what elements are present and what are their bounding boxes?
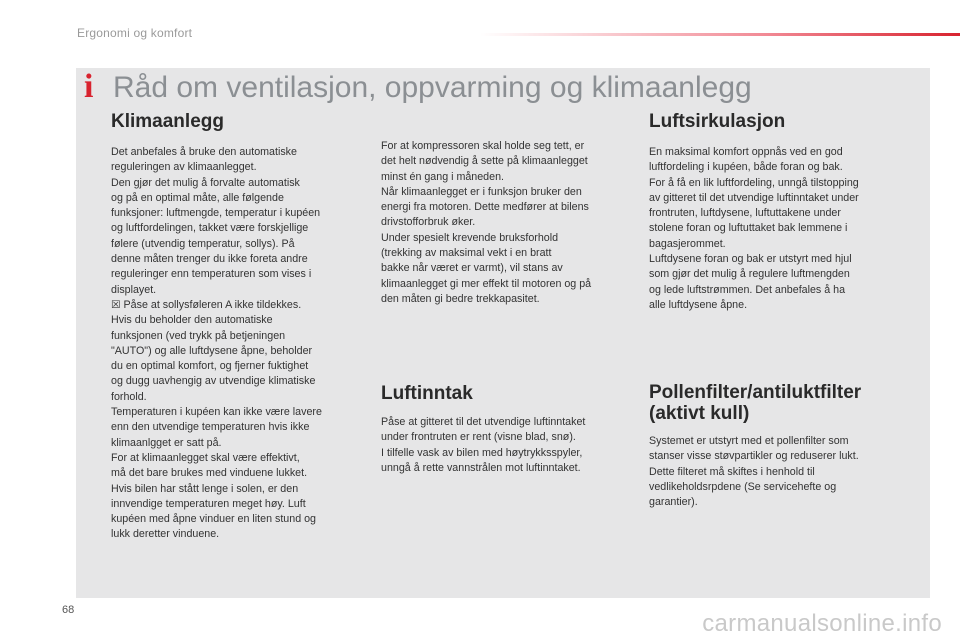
heading-klimaanlegg: Klimaanlegg xyxy=(111,111,224,132)
section-pollenfilter xyxy=(649,382,899,510)
text-luftsirkulasjon: En maksimal komfort oppnås ved en god luftfordeling i kupéen, både foran og bak. For å få en lik luftfordeling, unngå tilstopping av gitteret til det utvendige luftinntaket under frontruten, luftdysene, luftuttakene under stolene foran og luftuttaket bak lemmene i bagasjerommet. Luftdysene foran og bak er utstyrt med hjul som gjør det mulig å regulere luftmengden og lede luftstrømmen. Det anbefales å ha alle luftdysene åpne. xyxy=(649,146,859,311)
header-accent-bar xyxy=(480,33,960,36)
heading-pollenfilter xyxy=(649,382,899,424)
text-klimaanlegg-continued: For at kompressoren skal holde seg tett, er det helt nødvendig å sette på klimaanlegget minst én gang i måneden. Når klimaanlegget er i funksjon bruker den energi fra motoren. Dette medfører at bilens drivstofforbruk øker. Under spesielt krevende bruksforhold (trekking av maksimal vekt i en bratt bakke når været er varmt), vil stans av klimaanlegget gi mer effekt til motoren og på den måten gi bedre trekkapasitet. xyxy=(381,140,592,305)
page-number: 68 xyxy=(62,604,75,616)
section-klimaanlegg xyxy=(111,111,361,543)
text-luftinntak: Påse at gitteret til det utvendige luftinntaket under frontruten er rent (visne blad, snø). I tilfelle vask av bilen med høytrykksspyler, unngå å rette vannstrålen mot luftinntaket. xyxy=(381,416,586,474)
heading-pollenfilter-line1: Pollenfilter/antiluktfilter xyxy=(649,382,862,403)
text-pollenfilter: Systemet er utstyrt med et pollenfilter som stanser visse støvpartikler og reduserer lukt. Dette filteret må skiftes i henhold til vedlikeholdsrpdene (Se servicehefte og garantier). xyxy=(649,435,859,509)
section-klimaanlegg-continued xyxy=(381,139,631,307)
heading-pollenfilter-line2: (aktivt kull) xyxy=(649,403,750,424)
section-header: Ergonomi og komfort xyxy=(77,26,193,40)
heading-luftinntak: Luftinntak xyxy=(381,383,473,404)
page-title: Råd om ventilasjon, oppvarming og klimaanlegg xyxy=(113,71,752,104)
watermark: carmanualsonline.info xyxy=(702,610,942,637)
section-luftinntak xyxy=(381,383,631,476)
info-icon: i xyxy=(84,68,94,105)
text-klimaanlegg: Det anbefales å bruke den automatiske reguleringen av klimaanlegget. Den gjør det mulig å forvalte automatisk og på en optimal måte, alle følgende funksjoner: luftmengde, temperatur i kupéen og luftfordelingen, takket være forskjellige følere (utvendig temperatur, sollys). På denne måten trenger du ikke foreta andre reguleringer enn temperaturen som vises i displayet. ☒ Påse at sollysføleren A ikke tildekkes. Hvis du beholder den automatiske funksjonen (ved trykk på betjeningen "AUTO") og alle luftdysene åpne, beholder du en optimal komfort, og fjerner fuktighet og dugg uavhengig av utvendige klimatiske forhold. Temperaturen i kupéen kan ikke være lavere enn den utvendige temperaturen hvis ikke klimaanlgget er satt på. For at klimaanlegget skal være effektivt, må det bare brukes med vinduene lukket. Hvis bilen har stått lenge i solen, er den innvendige temperaturen meget høy. Luft kupéen med åpne vinduer en liten stund og lukk deretter vinduene. xyxy=(111,146,322,541)
section-luftsirkulasjon xyxy=(649,111,899,313)
heading-luftsirkulasjon: Luftsirkulasjon xyxy=(649,111,786,132)
